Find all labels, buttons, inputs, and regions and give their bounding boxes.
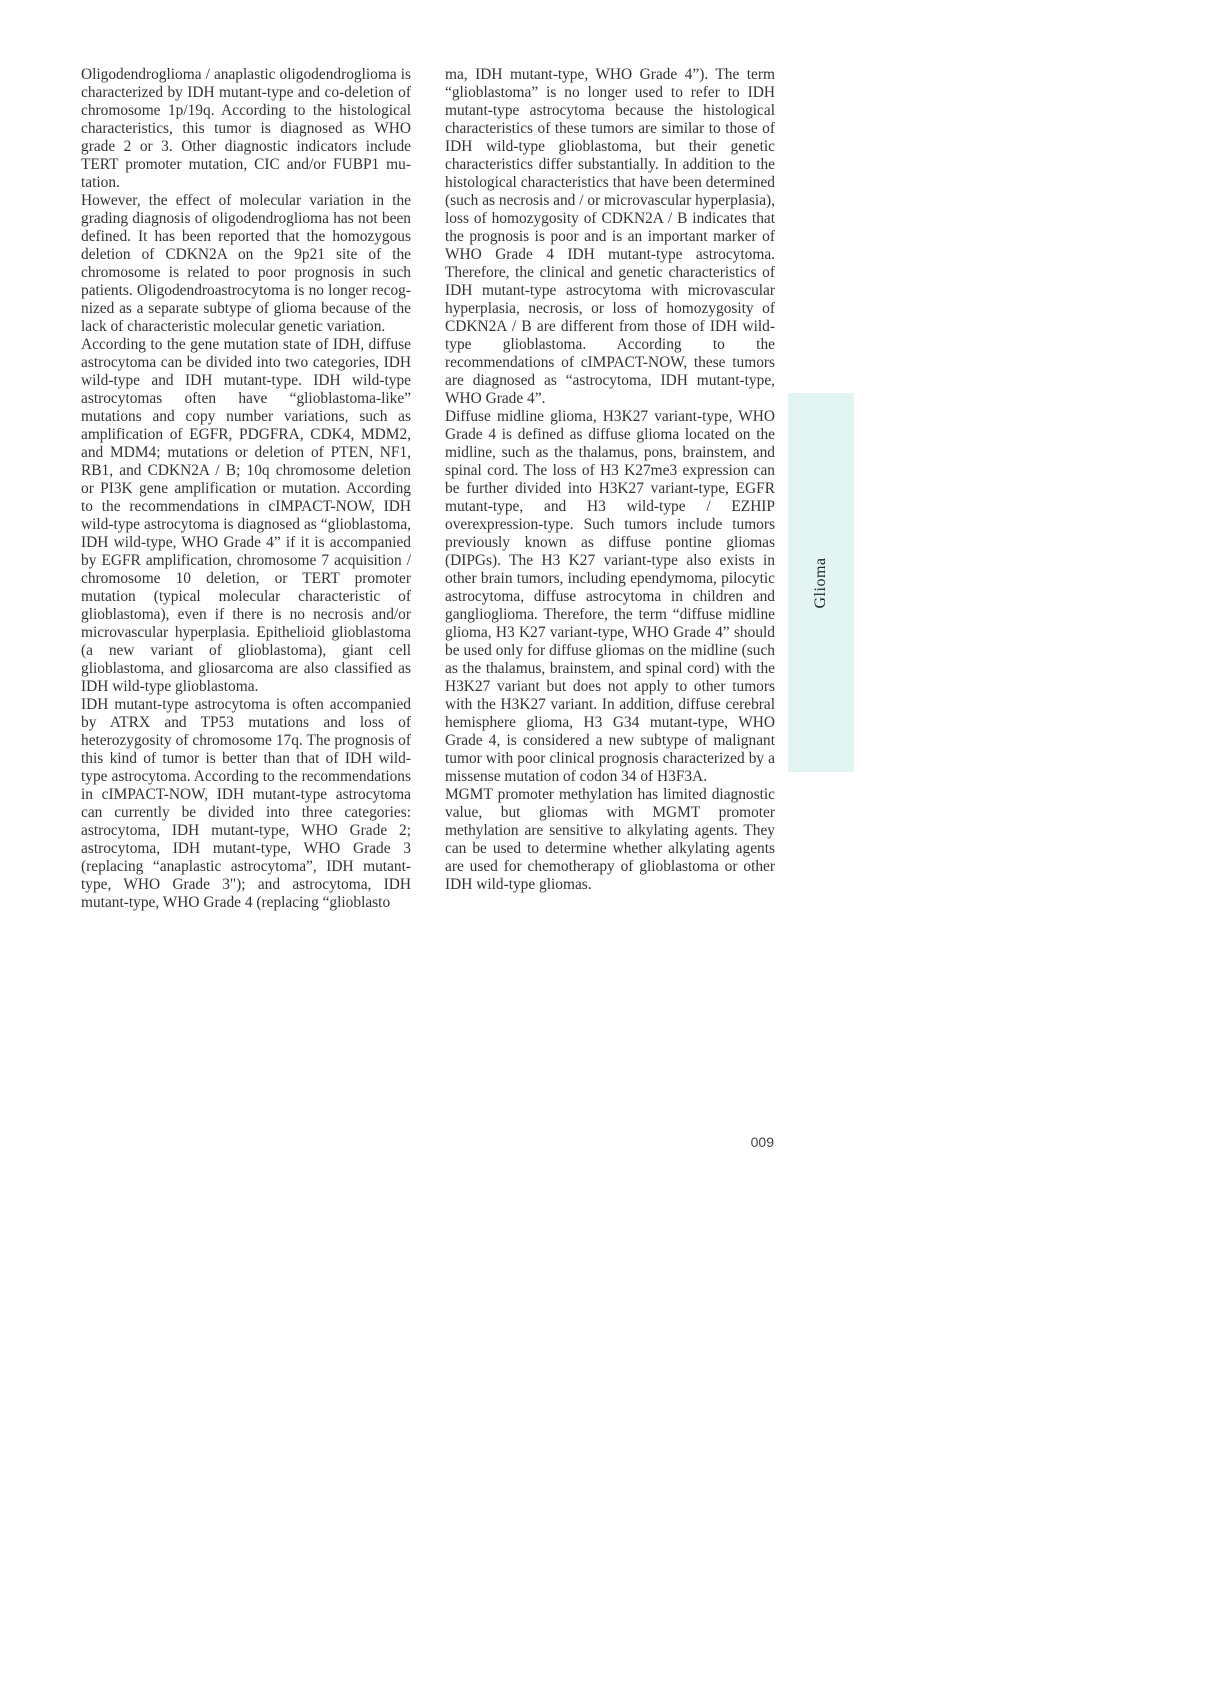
page-number: 009 bbox=[750, 1134, 774, 1150]
paragraph-oligodendroglioma: Oligodendroglioma / anaplastic oligodendroglioma is characterized by IDH mutant-type and co-deletion of chromosome 1p/19q. According to the histological characteristics, this tumor is diagnosed as WHO grade 2 or 3. Other diagnostic indicators include TERT promoter mutation, CIC and/or FUBP1 mutation. bbox=[81, 66, 411, 191]
paragraph-idh-mutant-astrocytoma: IDH mutant-type astrocytoma is often accompanied by ATRX and TP53 mutations and loss of heterozygosity of chromosome 17q. The prognosis of this kind of tumor is better than that of IDH wild-type astrocytoma. According to the recommendations in cIMPACT-NOW, IDH mutant-type astrocytoma can currently be divided into three categories: astrocytoma, IDH mutant-type, WHO Grade 2; astrocytoma, IDH mutant-type, WHO Grade 3 (replacing “anaplastic astrocytoma”, IDH mutant-type, WHO Grade 3"); and astrocytoma, IDH mutant-type, WHO Grade 4 (replacing “glioblasto bbox=[81, 696, 411, 911]
paragraph-mgmt-methylation: MGMT promoter methylation has limited diagnostic value, but gliomas with MGMT promoter methylation are sensitive to alkylating agents. They can be used to determine whether alkylating agents are used for chemotherapy of glioblastoma or other IDH wild-type gliomas. bbox=[445, 786, 775, 893]
right-text-column bbox=[445, 66, 775, 894]
left-text-column bbox=[81, 66, 411, 912]
paragraph-diffuse-astrocytoma: According to the gene mutation state of IDH, diffuse astrocytoma can be divided into two categories, IDH wild-type and IDH mutant-type. IDH wild-type astrocytomas often have “glioblastoma-like” mutations and copy number variations, such as amplification of EGFR, PDGFRA, CDK4, MDM2, and MDM4; mutations or deletion of PTEN, NF1, RB1, and CDKN2A / B; 10q chromosome deletion or PI3K gene amplification or mutation. According to the recommendations in cIMPACT-NOW, IDH wild-type astrocytoma is diagnosed as “glioblastoma, IDH wild-type, WHO Grade 4” if it is accompanied by EGFR amplification, chromosome 7 acquisition / chromosome 10 deletion, or TERT promoter mutation (typical molecular characteristic of glioblastoma), even if there is no necrosis and/or microvascular hyperplasia. Epithelioid glioblastoma (a new variant of glioblastoma), giant cell glioblastoma, and gliosarcoma are also classified as IDH wild-type glioblastoma. bbox=[81, 336, 411, 695]
paragraph-molecular-variation: However, the effect of molecular variation in the grading diagnosis of oligodendroglioma has not been defined. It has been reported that the homozygous deletion of CDKN2A on the 9p21 site of the chromosome is related to poor prognosis in such patients. Oligodendroastrocytoma is no longer recognized as a separate subtype of glioma because of the lack of characteristic molecular genetic variation. bbox=[81, 192, 411, 335]
paragraph-diffuse-midline-glioma: Diffuse midline glioma, H3K27 variant-type, WHO Grade 4 is defined as diffuse glioma located on the midline, such as the thalamus, pons, brainstem, and spinal cord. The loss of H3 K27me3 expression can be further divided into H3K27 variant-type, EGFR mutant-type, and H3 wild-type / EZHIP overexpression-type. Such tumors include tumors previously known as diffuse pontine gliomas (DIPGs). The H3 K27 variant-type also exists in other brain tumors, including ependymoma, pilocytic astrocytoma, diffuse astrocytoma in children and ganglioglioma. Therefore, the term “diffuse midline glioma, H3 K27 variant-type, WHO Grade 4” should be used only for diffuse gliomas on the midline (such as the thalamus, brainstem, and spinal cord) with the H3K27 variant but does not apply to other tumors with the H3K27 variant. In addition, diffuse cerebral hemisphere glioma, H3 G34 mutant-type, WHO Grade 4, is considered a new subtype of malignant tumor with poor clinical prognosis characterized by a missense mutation of codon 34 of H3F3A. bbox=[445, 408, 775, 785]
paragraph-idh-mutant-grade4: ma, IDH mutant-type, WHO Grade 4”). The term “glioblastoma” is no longer used to refer to IDH mutant-type astrocytoma because the histological characteristics of these tumors are similar to those of IDH wild-type glioblastoma, but their genetic characteristics differ substantially. In addition to the histological characteristics that have been determined (such as necrosis and / or microvascular hyperplasia), loss of homozygosity of CDKN2A / B indicates that the prognosis is poor and is an important marker of WHO Grade 4 IDH mutant-type astrocytoma. Therefore, the clinical and genetic characteristics of IDH mutant-type astrocytoma with microvascular hyperplasia, necrosis, or loss of homozygosity of CDKN2A / B are different from those of IDH wild-type glioblastoma. According to the recommendations of cIMPACT-NOW, these tumors are diagnosed as “astrocytoma, IDH mutant-type, WHO Grade 4”. bbox=[445, 66, 775, 407]
chapter-side-tab-label: Glioma bbox=[812, 557, 829, 608]
chapter-side-tab bbox=[788, 393, 854, 772]
